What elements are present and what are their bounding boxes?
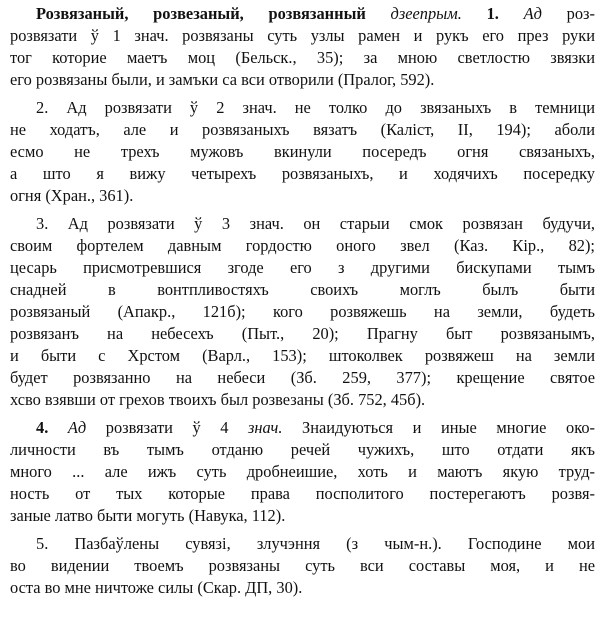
entry-line: ность от тых которые права посполитого постерегаютъ розвя- bbox=[10, 484, 595, 503]
sense-3-line: 3. Ад розвязати ў 3 знач. он старыи смок розвязан будучи, bbox=[36, 214, 595, 233]
entry-line: много ... але ижъ суть дробнеишие, хоть и маютъ якую труд- bbox=[10, 462, 595, 481]
entry-line: заные латво быти могуть (Навука, 112). bbox=[10, 506, 286, 525]
sense-4-line: 4. Ад розвязати ў 4 знач. Знаидуються и иные многие око- bbox=[36, 418, 595, 437]
entry-line: огня (Хран., 361). bbox=[10, 186, 134, 205]
entry-line: во видении твоемъ розвязаны суть вси составы моя, и не bbox=[10, 556, 595, 575]
entry-line: и быти с Хрстом (Варл., 153); штоколвек розвяжеш на земли bbox=[10, 346, 595, 365]
entry-line: не ходатъ, але и розвязаныхъ вязатъ (Каліст, II, 194); аболи bbox=[10, 120, 595, 139]
entry-line: розвязанъ на небесехъ (Пыт., 20); Прагну быт розвязанымъ, bbox=[10, 324, 595, 343]
entry-line: цесарь присмотревшися згоде его з другими бискупами тымъ bbox=[10, 258, 595, 277]
entry-line: его розвязаны были, и замъки са вси отворили (Пралог, 592). bbox=[10, 70, 435, 89]
entry-line: розвязати ў 1 знач. розвязаны суть узлы рамен и рукъ его през руки bbox=[10, 26, 595, 45]
entry-line: хсво взявши от грехов твоихъ был розвезаны (Зб. 752, 45б). bbox=[10, 390, 426, 409]
entry-header-line: Розвязаный, розвезаный, розвязанный дзеепрым. 1. Ад роз- bbox=[36, 4, 595, 23]
entry-line: личности въ тымъ отданю речей чужихъ, што отдати якъ bbox=[10, 440, 595, 459]
entry-line: тог которие маетъ моц (Бельск., 35); за мною светлостю звязки bbox=[10, 48, 595, 67]
sense-2-line: 2. Ад розвязати ў 2 знач. не толко до звязаныхъ в темници bbox=[36, 98, 595, 117]
entry-line: снадней в вонтпливостяхъ своихъ моглъ былъ быти bbox=[10, 280, 595, 299]
entry-line: розвязаный (Апакр., 121б); кого розвяжешь на земли, будеть bbox=[10, 302, 595, 321]
entry-line: есмо не трехъ мужовъ вкинули посередъ огня связаныхъ, bbox=[10, 142, 595, 161]
entry-line: будет розвязанно на небеси (Зб. 259, 377); крещение святое bbox=[10, 368, 595, 387]
headword: Розвязаный, розвезаный, розвязанный bbox=[36, 4, 366, 23]
entry-line: оста во мне ничтоже силы (Скар. ДП, 30). bbox=[10, 578, 303, 597]
part-of-speech: дзеепрым. bbox=[390, 4, 462, 23]
entry-line: а што я вижу четырехъ розвязаныхъ, и ходячихъ посередку bbox=[10, 164, 595, 183]
entry-line: своим фортелем давным гордостю оного звел (Каз. Кір., 82); bbox=[10, 236, 595, 255]
sense-5-line: 5. Пазбаўлены сувязі, злучэння (з чым-н.). Господине мои bbox=[36, 534, 595, 553]
